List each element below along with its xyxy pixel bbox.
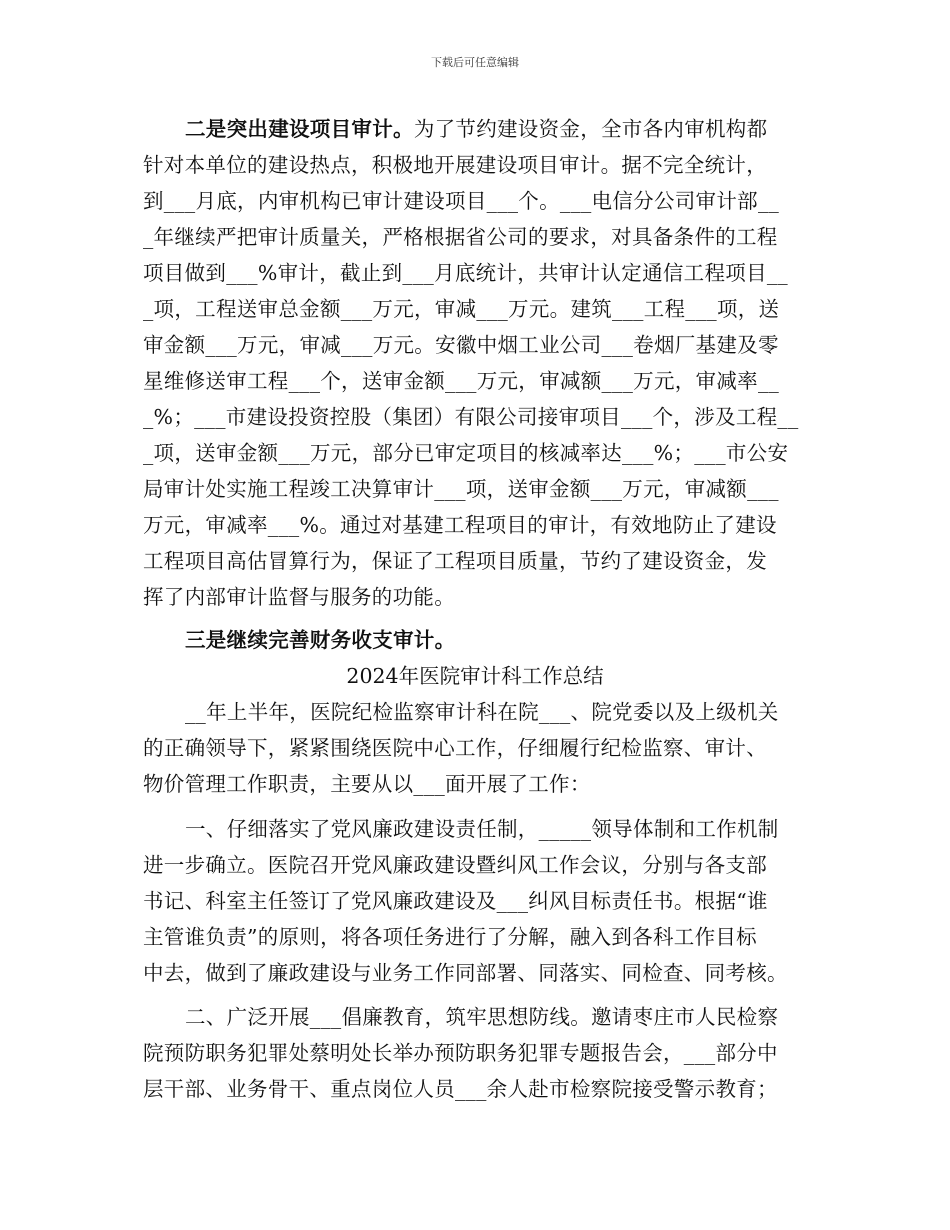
paragraph-line [185, 115, 813, 143]
paragraph-line: 进一步确立。医院召开党风廉政建设暨纠风工作会议，分别与各支部 [143, 853, 767, 877]
paragraph-line: 挥了内部审计监督与服务的功能。 [143, 585, 455, 609]
paragraph-line: 物价管理工作职责，主要从以___面开展了工作： [143, 772, 591, 796]
paragraph-line: _项，送审金额___万元，部分已审定项目的核减率达___%；___市公安 [143, 441, 789, 465]
paragraph-line: 主管谁负责”的原则，将各项任务进行了分解，融入到各科工作目标 [143, 925, 757, 949]
paragraph-line: 万元，审减率___%。通过对基建工程项目的审计，有效地防止了建设 [143, 513, 777, 537]
paragraph-text: 为了节约建设资金，全市各内审机构都 [413, 117, 768, 141]
section-heading: 三是继续完善财务收支审计。 [185, 628, 456, 652]
paragraph-line: 到___月底，内审机构已审计建设项目___个。___电信分公司审计部__ [143, 189, 780, 213]
paragraph-line: 层干部、业务骨干、重点岗位人员___余人赴市检察院接受警示教育； [143, 1077, 778, 1101]
paragraph-line: 书记、科室主任签订了党风廉政建设及___纠风目标责任书。根据“谁 [143, 889, 768, 913]
paragraph-line: __年上半年，医院纪检监察审计科在院___、院党委以及上级机关 [185, 700, 779, 724]
section-heading: 二是突出建设项目审计。 [185, 117, 414, 141]
paragraph-line: _年继续严把审计质量关，严格根据省公司的要求，对具备条件的工程 [143, 225, 778, 249]
paragraph-line: 中去，做到了廉政建设与业务工作同部署、同落实、同检查、同考核。 [143, 961, 788, 985]
paragraph-line: _%；___市建设投资控股（集团）有限公司接审项目___个，涉及工程__ [143, 405, 799, 429]
paragraph-line: 一、仔细落实了党风廉政建设责任制，_____领导体制和工作机制 [185, 817, 779, 841]
page-header: 下载后可任意编辑 [431, 56, 519, 69]
paragraph-line: 审金额___万元，审减___万元。安徽中烟工业公司___卷烟厂基建及零 [143, 333, 779, 357]
document-title: 2024年医院审计科工作总结 [346, 664, 604, 688]
paragraph-line: 院预防职务犯罪处蔡明处长举办预防职务犯罪专题报告会，___部分中 [143, 1041, 778, 1065]
paragraph-line: 工程项目高估冒算行为，保证了工程项目质量，节约了建设资金，发 [143, 549, 767, 573]
paragraph-line: 二、广泛开展___倡廉教育，筑牢思想防线。邀请枣庄市人民检察 [185, 1005, 779, 1029]
paragraph-line: 的正确领导下，紧紧围绕医院中心工作，仔细履行纪检监察、审计、 [143, 736, 767, 760]
paragraph-line: _项，工程送审总金额___万元，审减___万元。建筑___工程___项，送 [143, 297, 780, 321]
paragraph-line: 针对本单位的建设热点，积极地开展建设项目审计。据不完全统计， [143, 153, 767, 177]
paragraph-line: 局审计处实施工程竣工决算审计___项，送审金额___万元，审减额___ [143, 477, 779, 501]
paragraph-line: 项目做到___%审计，截止到___月底统计，共审计认定通信工程项目__ [143, 261, 788, 285]
paragraph-line: 星维修送审工程___个，送审金额___万元，审减额___万元，审减率__ [143, 369, 780, 393]
